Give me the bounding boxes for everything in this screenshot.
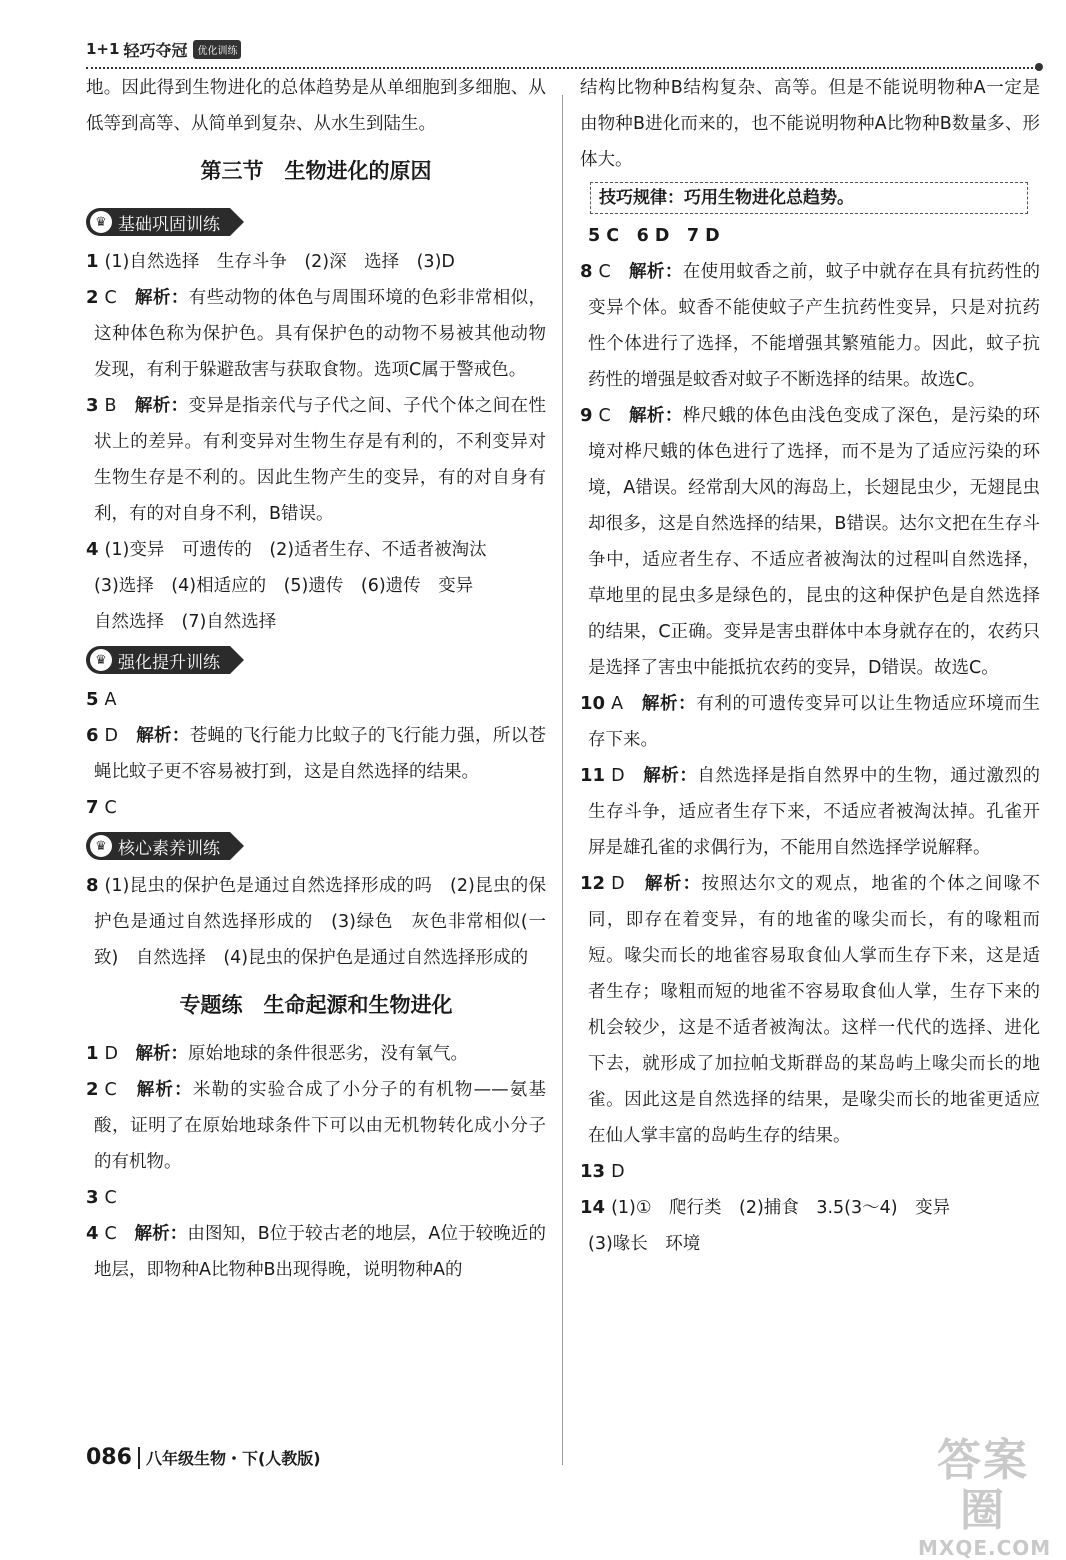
watermark-cn: 答案圈 (937, 1435, 1029, 1536)
answer-row-5-7: 5 C 6 D 7 D (588, 226, 720, 246)
column-divider (562, 95, 563, 1465)
continued-paragraph: 结构比物种B结构复杂、高等。但是不能说明物种A一定是由物种B进化而来的，也不能说明物种A比物种B数量多、形体大。 (580, 78, 1040, 170)
crown-icon: ♛ (90, 649, 112, 671)
page-number: 086 (86, 1445, 132, 1470)
answer-item-5: 5 A (86, 689, 117, 710)
answer-item-4: 4 (1)变异 可遗传的 (2)适者生存、不适者被淘汰 (3)选择 (4)相适应的 (5)遗传 (6)遗传 变异 自然选择 (7)自然选择 (86, 539, 487, 632)
special-item-14: 14 (1)① 爬行类 (2)捕食 3.5(3～4) 变异 (3)喙长 环境 (580, 1197, 951, 1254)
answer-item-8: 8 (1)昆虫的保护色是通过自然选择形成的吗 (2)昆虫的保护色是通过自然选择形成的 (3)绿色 灰色非常相似(一致) 自然选择 (4)昆虫的保护色是通过自然选择形成的 (86, 875, 546, 968)
special-item-9: 9 C 解析：桦尺蛾的体色由浅色变成了深色，是污染的环境对桦尺蛾的体色进行了选择，而不是为了适应污染的环境，A错误。经常刮大风的海岛上，长翅昆虫少，无翅昆虫却很多，这是自然选择的结果，B错误。达尔文把在生存斗争中，适应者生存、不适应者被淘汰的过程叫自然选择，草地里的昆虫多是绿色的，昆虫的这种保护色是自然选择的结果，C正确。变异是害虫群体中本身就存在的，农药只是选择了害虫中能抵抗农药的变异，D错误。故选C。 (580, 405, 1041, 678)
crown-icon: ♛ (90, 211, 112, 233)
right-column (580, 70, 1040, 1262)
logo-text: 轻巧夺冠 (123, 40, 188, 60)
special-item-4: 4 C 解析：由图知，B位于较古老的地层，A位于较晚近的地层，即物种A比物种B出现得晚，说明物种A的 (86, 1223, 547, 1280)
special-item-8: 8 C 解析：在使用蚊香之前，蚊子中就存在具有抗药性的变异个体。蚊香不能使蚊子产生抗药性变异，只是对抗药性个体进行了选择，不能增强其繁殖能力。因此，蚊子抗药性的增强是蚊香对蚊子不断选择的结果。故选C。 (580, 261, 1041, 390)
watermark (918, 1435, 1052, 1560)
answer-item-2: 2 C 解析：有些动物的体色与周围环境的色彩非常相似，这种体色称为保护色。具有保护色的动物不易被其他动物发现，有利于躲避敌害与获取食物。选项C属于警戒色。 (86, 287, 547, 380)
section-band-advanced (86, 646, 230, 674)
section-title: 第三节 生物进化的原因 (200, 159, 432, 183)
brand-logo (86, 36, 241, 62)
special-item-11: 11 D 解析：自然选择是指自然界中的生物，通过激烈的生存斗争，适应者生存下来，不适应者被淘汰掉。孔雀开屏是雄孔雀的求偶行为，不能用自然选择学说解释。 (580, 765, 1041, 858)
special-item-12: 12 D 解析：按照达尔文的观点，地雀的个体之间喙不同，即存在着变异，有的地雀的喙尖而长，有的喙粗而短。喙尖而长的地雀容易取食仙人掌而生存下来，这是适者生存；喙粗而短的地雀不容易取食仙人掌，生存下来的机会较少，这是不适者被淘汰。这样一代代的选择、进化下去，就形成了加拉帕戈斯群岛的某岛屿上喙尖而长的地雀。因此这是自然选择的结果，是喙尖而长的地雀更适应在仙人掌丰富的岛屿生存的结果。 (580, 873, 1041, 1146)
section-band-core (86, 832, 230, 860)
band-label: 基础巩固训练 (118, 214, 220, 235)
special-item-10: 10 A 解析：有利的可遗传变异可以让生物适应环境而生存下来。 (580, 693, 1041, 750)
special-title: 专题练 生命起源和生物进化 (179, 993, 453, 1017)
left-column (86, 70, 546, 1288)
special-item-2: 2 C 解析：米勒的实验合成了小分子的有机物——氨基酸，证明了在原始地球条件下可以由无机物转化成小分子的有机物。 (86, 1079, 547, 1172)
answer-item-6: 6 D 解析：苍蝇的飞行能力比蚊子的飞行能力强，所以苍蝇比蚊子更不容易被打到，这是自然选择的结果。 (86, 725, 547, 782)
tip-label: 技巧规律： (599, 188, 684, 208)
watermark-en: MXQE.COM (918, 1536, 1052, 1560)
band-label: 强化提升训练 (118, 652, 220, 673)
continued-paragraph: 地。因此得到生物进化的总体趋势是从单细胞到多细胞、从低等到高等、从简单到复杂、从水生到陆生。 (86, 78, 546, 134)
logo-tag: 优化训练 (193, 40, 241, 59)
section-band-basic (86, 208, 230, 236)
header-rule (86, 67, 1041, 69)
crown-icon: ♛ (90, 835, 112, 857)
special-item-13: 13 D (580, 1161, 625, 1182)
answer-item-3: 3 B 解析：变异是指亲代与子代之间、子代个体之间在性状上的差异。有利变异对生物生存是有利的，不利变异对生物生存是不利的。因此生物产生的变异，有的对自身有利，有的对自身不利，B错误。 (86, 395, 547, 524)
special-item-1: 1 D 解析：原始地球的条件很恶劣，没有氧气。 (86, 1043, 469, 1064)
book-title: 八年级生物・下(人教版) (145, 1449, 321, 1468)
footer-separator (138, 1447, 140, 1469)
answer-item-1: 1 (1)自然选择 生存斗争 (2)深 选择 (3)D (86, 251, 455, 272)
band-label: 核心素养训练 (118, 838, 220, 859)
answer-item-7: 7 C (86, 797, 117, 818)
tip-box (590, 182, 1028, 214)
special-item-3: 3 C (86, 1187, 117, 1208)
logo-mark: 1+1 (86, 40, 120, 58)
page-footer (86, 1445, 321, 1470)
tip-text: 巧用生物进化总趋势。 (684, 188, 854, 208)
